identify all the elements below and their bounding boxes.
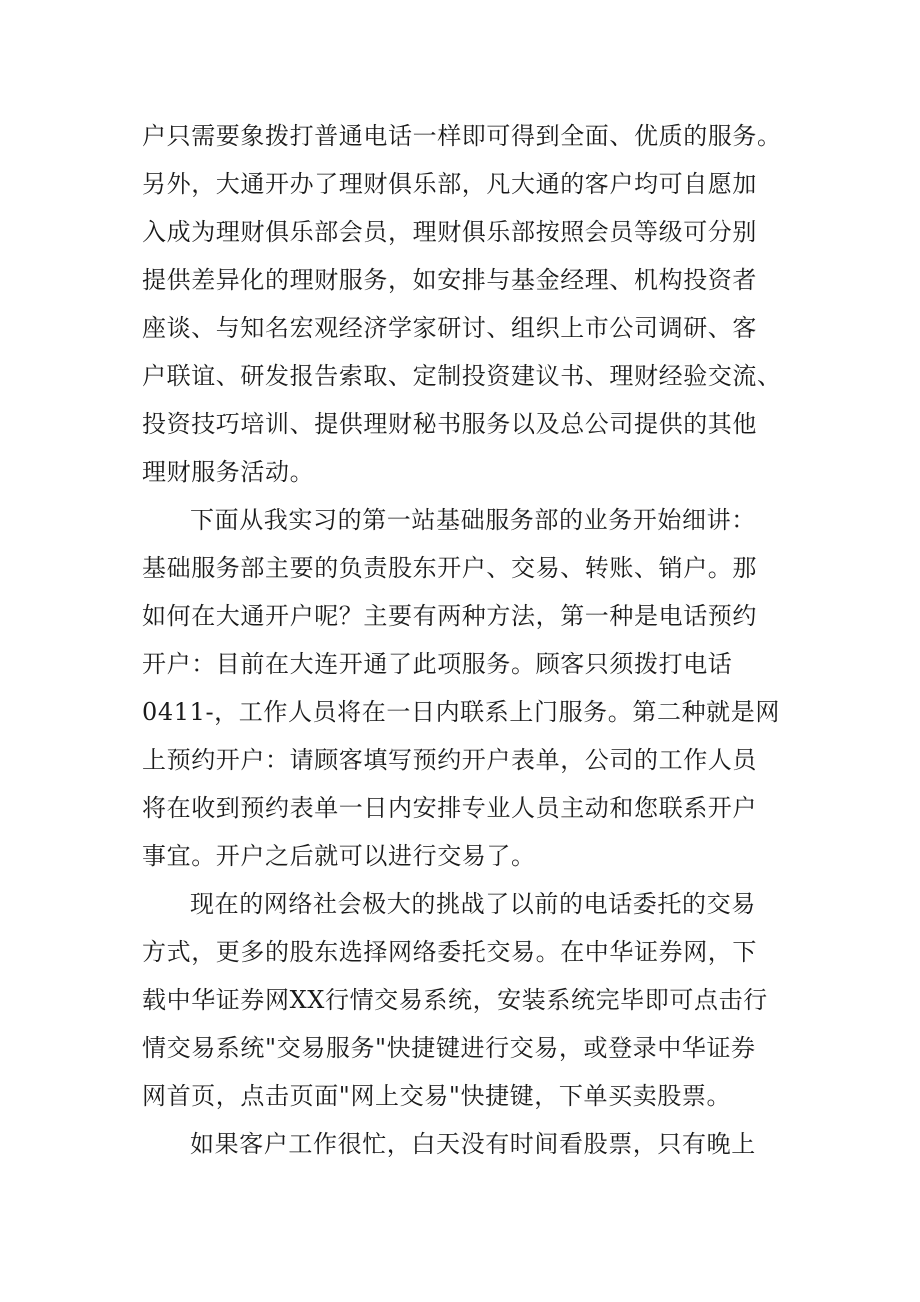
text-line: 投资技巧培训、提供理财秘书服务以及总公司提供的其他	[142, 410, 757, 438]
text-line: 0411-，工作人员将在一日内联系上门服务。第二种就是网	[142, 698, 780, 726]
text-line: 理财服务活动。	[142, 458, 315, 486]
text-line: 户联谊、研发报告索取、定制投资建议书、理财经验交流、	[142, 362, 782, 390]
paragraph	[142, 1120, 782, 1168]
paragraph	[142, 112, 782, 496]
text-line: 如何在大通开户呢？主要有两种方法，第一种是电话预约	[142, 602, 757, 630]
text-line: 户只需要象拨打普通电话一样即可得到全面、优质的服务。	[142, 122, 782, 150]
text-line: 座谈、与知名宏观经济学家研讨、组织上市公司调研、客	[142, 314, 757, 342]
text-line: 载中华证券网XX行情交易系统，安装系统完毕即可点击行	[142, 986, 768, 1014]
document-body	[142, 112, 782, 1168]
text-line: 网首页，点击页面"网上交易"快捷键，下单买卖股票。	[142, 1082, 732, 1110]
text-line: 如果客户工作很忙，白天没有时间看股票，只有晚上	[190, 1130, 756, 1158]
paragraph	[142, 496, 782, 880]
text-line: 事宜。开户之后就可以进行交易了。	[142, 842, 536, 870]
text-line: 上预约开户：请顾客填写预约开户表单，公司的工作人员	[142, 746, 757, 774]
text-line: 开户：目前在大连开通了此项服务。顾客只须拨打电话	[142, 650, 733, 678]
text-line: 提供差异化的理财服务，如安排与基金经理、机构投资者	[142, 266, 757, 294]
text-line: 将在收到预约表单一日内安排专业人员主动和您联系开户	[142, 794, 757, 822]
text-line: 下面从我实习的第一站基础服务部的业务开始细讲：	[190, 506, 756, 534]
text-line: 情交易系统"交易服务"快捷键进行交易，或登录中华证券	[142, 1034, 756, 1062]
text-line: 另外，大通开办了理财俱乐部，凡大通的客户均可自愿加	[142, 170, 757, 198]
text-line: 基础服务部主要的负责股东开户、交易、转账、销户。那	[142, 554, 757, 582]
text-line: 入成为理财俱乐部会员，理财俱乐部按照会员等级可分别	[142, 218, 757, 246]
text-line: 现在的网络社会极大的挑战了以前的电话委托的交易	[190, 890, 756, 918]
text-line: 方式，更多的股东选择网络委托交易。在中华证券网，下	[142, 938, 757, 966]
paragraph	[142, 880, 782, 1120]
